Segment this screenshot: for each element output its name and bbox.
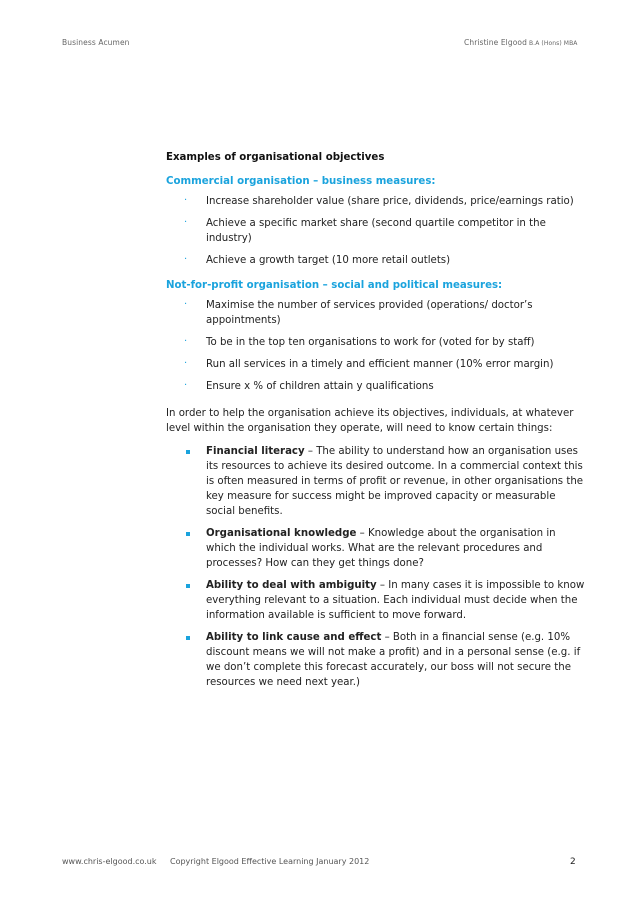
intro-paragraph: In order to help the organisation achieve its objectives, individuals, at whatever level within the organisation they operate, will need to know certain things: [166, 408, 574, 434]
bullet-dot-icon: · [184, 254, 188, 265]
bullet-dot-icon: · [184, 336, 188, 347]
bullet-dot-icon: · [184, 195, 188, 206]
list-item: · Ensure x % of children attain y qualifications [184, 380, 434, 392]
skill-term: Ability to link cause and effect [206, 632, 382, 643]
list-item [166, 526, 586, 571]
bullet-dot-icon: · [184, 358, 188, 369]
skills-list [166, 444, 586, 690]
bullet-square-icon [186, 584, 190, 588]
list-item: · Achieve a specific market share (second quartile competitor in the industry) [184, 217, 546, 244]
list-item [166, 578, 586, 623]
nonprofit-list [166, 298, 586, 394]
skill-term: Financial literacy [206, 446, 305, 457]
list-item: · Run all services in a timely and efficient manner (10% error margin) [184, 358, 554, 370]
commercial-heading: Commercial organisation – business measures: [166, 176, 436, 187]
skill-description: – In many cases it is impossible to know everything relevant to a situation. Each individual must decide when the information available is sufficient to move forward. [206, 580, 585, 621]
page-number: 2 [570, 857, 576, 867]
bullet-dot-icon: · [184, 299, 188, 310]
skill-description: – The ability to understand how an organisation uses its resources to achieve its desired outcome. In a commercial context this is often measured in terms of profit or revenue, in other organisations the key measure for success might be improved capacity or measurable social benefits. [206, 446, 584, 517]
footer-website: www.chris-elgood.co.uk [62, 857, 157, 866]
skill-term: Organisational knowledge [206, 528, 357, 539]
author-qualifications: B.A (Hons) MBA [528, 40, 578, 47]
bullet-dot-icon: · [184, 217, 188, 228]
list-item [166, 444, 586, 519]
bullet-dot-icon: · [184, 380, 188, 391]
bullet-square-icon [186, 636, 190, 640]
nonprofit-heading: Not-for-profit organisation – social and political measures: [166, 280, 503, 291]
skill-description: – Both in a financial sense (e.g. 10% discount means we will not make a profit) and in a personal sense (e.g. if we don’t complete this forecast accurately, our boss will not secure the resources we need next year.) [206, 632, 581, 688]
author-name: Christine Elgood [464, 38, 527, 47]
bullet-square-icon [186, 450, 190, 454]
list-item [166, 630, 586, 690]
header-title: Business Acumen [62, 38, 130, 47]
skill-description: – Knowledge about the organisation in which the individual works. What are the relevant procedures and processes? How can they get things done? [206, 528, 556, 569]
list-item: · Increase shareholder value (share price, dividends, price/earnings ratio) [184, 195, 574, 207]
section-title: Examples of organisational objectives [166, 152, 385, 163]
commercial-list [166, 194, 586, 268]
footer-copyright: Copyright Elgood Effective Learning January 2012 [170, 857, 370, 866]
list-item: · To be in the top ten organisations to work for (voted for by staff) [184, 336, 535, 348]
bullet-square-icon [186, 532, 190, 536]
list-item: · Maximise the number of services provided (operations/ doctor’s appointments) [184, 299, 533, 326]
list-item: · Achieve a growth target (10 more retail outlets) [184, 254, 451, 266]
header-author [464, 38, 578, 47]
main-content [166, 150, 586, 697]
skill-term: Ability to deal with ambiguity [206, 580, 377, 591]
